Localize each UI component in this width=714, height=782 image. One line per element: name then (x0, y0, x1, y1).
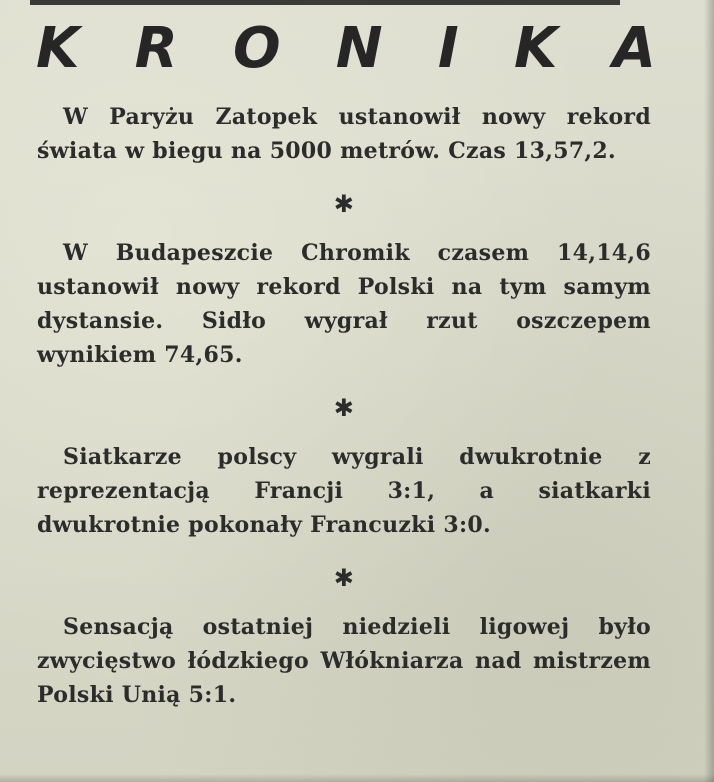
top-rule (30, 0, 620, 5)
asterisk-separator-icon: ✱ (333, 190, 355, 218)
news-item-chromik: W Budapeszcie Chromik czasem 14,14,6 ustanowił nowy rekord Polski na tym samym dystansie. Sidło wygrał rzut oszczepem wynikiem 74,65. (37, 240, 651, 368)
heading-letter: K (513, 16, 558, 81)
bottom-edge-shadow (0, 774, 714, 782)
asterisk-separator-icon: ✱ (333, 564, 355, 592)
news-item-zatopek: W Paryżu Zatopek ustanowił nowy rekord świata w biegu na 5000 metrów. Czas 13,57,2. (37, 104, 651, 164)
heading-letter: A (612, 16, 656, 81)
heading-letter: I (437, 16, 459, 81)
heading-letter: K (36, 16, 80, 81)
news-item-league: Sensacją ostatniej niedzieli ligowej było zwycięstwo łódzkiego Włókniarza nad mistrzem Polski Unią 5:1. (37, 614, 651, 708)
section-heading (36, 14, 656, 84)
news-item-volleyball: Siatkarze polscy wygrali dwukrotnie z reprezentacją Francji 3:1, a siatkarki dwukrotnie pokonały Francuzki 3:0. (37, 444, 651, 538)
heading-letter: N (335, 16, 383, 81)
heading-letter: R (134, 16, 178, 81)
asterisk-separator-icon: ✱ (333, 394, 355, 422)
news-column (37, 100, 651, 712)
heading-letter: O (232, 16, 281, 81)
paper-edge-shadow (704, 0, 714, 782)
